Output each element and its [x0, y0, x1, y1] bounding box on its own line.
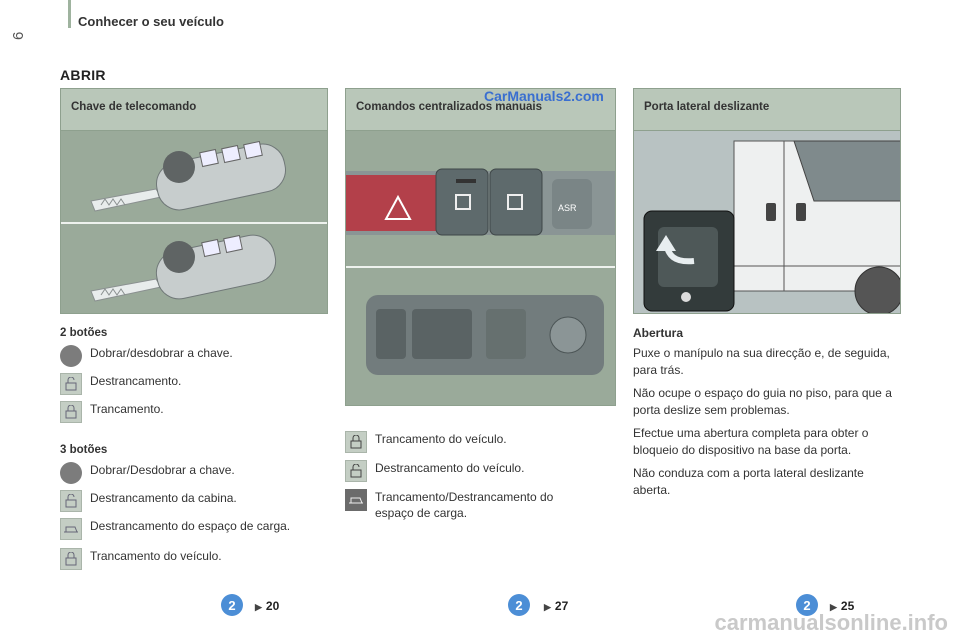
item-text: Dobrar/desdobrar a chave. — [90, 346, 233, 360]
unlock-icon — [60, 373, 82, 395]
chapter-badge: 2 — [796, 594, 818, 616]
watermark-bottom: carmanualsonline.info — [714, 610, 948, 635]
asr-label: ASR — [558, 203, 577, 213]
header-rule — [68, 0, 71, 28]
paragraph: Puxe o manípulo na sua direcção e, de seguida, para trás. — [633, 346, 890, 377]
list-item — [345, 460, 524, 482]
section-title: ABRIR — [60, 67, 106, 83]
unlock-icon — [60, 490, 82, 512]
key-fold-icon — [60, 462, 82, 484]
item-text: Destrancamento do espaço de carga. — [90, 519, 291, 533]
chapter-badge: 2 — [221, 594, 243, 616]
list-item — [345, 431, 507, 453]
list-item — [60, 345, 233, 367]
chapter-badge: 2 — [508, 594, 530, 616]
central-commands-illustration — [346, 131, 615, 405]
paragraph: Não conduza com a porta lateral deslizante aberta. — [633, 466, 864, 497]
paragraph: Efectue uma abertura completa para obter o bloqueio do dispositivo na base da porta. — [633, 426, 869, 457]
page-reference-link[interactable]: ▶ 27 — [544, 599, 568, 613]
list-item — [345, 489, 595, 521]
item-text: Trancamento do veículo. — [375, 432, 507, 446]
sliding-door-illustration — [634, 131, 900, 313]
sliding-door-text — [633, 325, 901, 505]
item-text: Trancamento/Destrancamento do espaço de carga. — [375, 490, 554, 520]
list-item — [60, 373, 181, 395]
item-text: Trancamento do veículo. — [90, 549, 222, 563]
unlock-icon — [345, 460, 367, 482]
cargo-icon — [345, 489, 367, 511]
page-number: 6 — [10, 31, 27, 40]
list-item — [60, 548, 222, 570]
page-reference-link[interactable]: ▶ 20 — [255, 599, 279, 613]
panel-title: Chave de telecomando — [61, 89, 327, 131]
lock-icon — [60, 401, 82, 423]
key-fold-icon — [60, 345, 82, 367]
two-buttons-heading: 2 botões — [60, 327, 108, 339]
list-item — [60, 462, 235, 484]
three-buttons-heading: 3 botões — [60, 444, 108, 456]
item-text: Dobrar/Desdobrar a chave. — [90, 463, 235, 477]
remote-key-illustration — [61, 131, 327, 313]
opening-heading: Abertura — [633, 326, 684, 340]
list-item — [60, 518, 290, 540]
panel-title: Comandos centralizados manuais — [346, 89, 615, 131]
lock-icon — [345, 431, 367, 453]
paragraph: Não ocupe o espaço do guia no piso, para que a porta deslize sem problemas. — [633, 386, 892, 417]
list-item — [60, 490, 237, 512]
item-text: Trancamento. — [90, 402, 164, 416]
item-text: Destrancamento do veículo. — [375, 461, 525, 475]
watermark-top: CarManuals2.com — [484, 88, 604, 104]
cargo-icon — [60, 518, 82, 540]
item-text: Destrancamento. — [90, 374, 182, 388]
remote-key-panel — [60, 88, 328, 314]
sliding-door-panel — [633, 88, 901, 314]
list-item — [60, 401, 164, 423]
central-commands-panel — [345, 88, 616, 406]
panel-title: Porta lateral deslizante — [634, 89, 900, 131]
page-reference-link[interactable]: ▶ 25 — [830, 599, 854, 613]
lock-icon — [60, 548, 82, 570]
item-text: Destrancamento da cabina. — [90, 491, 237, 505]
header-title: Conhecer o seu veículo — [78, 14, 224, 29]
